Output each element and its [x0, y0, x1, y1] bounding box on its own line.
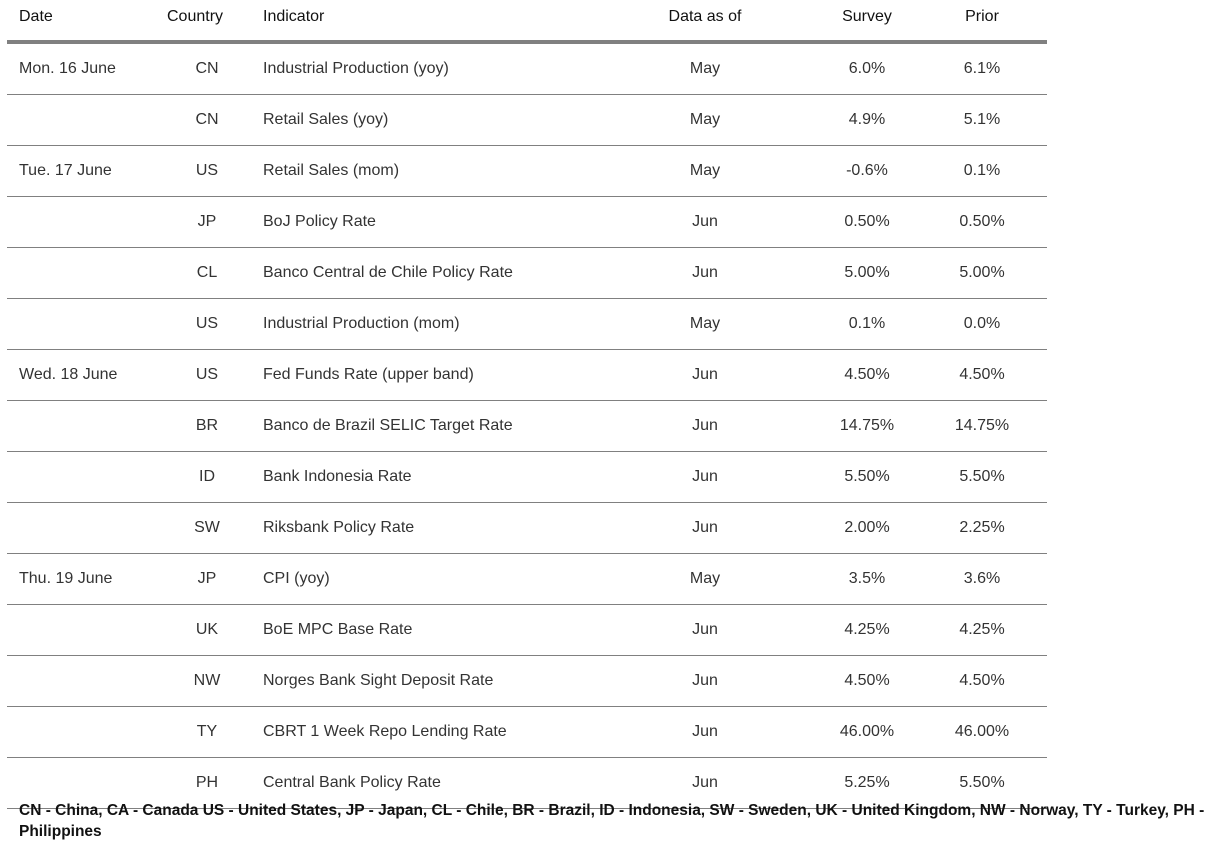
cell-survey: 4.50% — [844, 672, 890, 689]
cell-prior: 2.25% — [959, 519, 1005, 536]
table-body — [7, 44, 1047, 809]
cell-data-as-of: Jun — [692, 774, 718, 791]
cell-survey: 5.50% — [844, 468, 890, 485]
cell-indicator: Fed Funds Rate (upper band) — [263, 366, 474, 383]
cell-indicator: Banco Central de Chile Policy Rate — [263, 264, 513, 281]
economic-calendar-table — [7, 0, 1047, 809]
table-row — [7, 248, 1047, 299]
cell-date: Wed. 18 June — [19, 366, 118, 383]
cell-survey: 6.0% — [848, 60, 886, 77]
cell-survey: 0.50% — [844, 213, 890, 230]
cell-survey: 46.00% — [839, 723, 895, 740]
table-row — [7, 401, 1047, 452]
header-date: Date — [19, 8, 53, 25]
cell-survey: 4.25% — [844, 621, 890, 638]
cell-data-as-of: Jun — [692, 213, 718, 230]
cell-prior: 5.50% — [959, 774, 1005, 791]
cell-data-as-of: Jun — [692, 621, 718, 638]
header-country: Country — [167, 8, 224, 25]
cell-survey: 5.25% — [844, 774, 890, 791]
cell-prior: 4.50% — [959, 672, 1005, 689]
cell-date: Tue. 17 June — [19, 162, 112, 179]
cell-prior: 5.1% — [963, 111, 1001, 128]
header-data-as-of: Data as of — [668, 8, 742, 25]
header-prior: Prior — [965, 8, 999, 25]
cell-country: TY — [196, 723, 218, 740]
table-row — [7, 656, 1047, 707]
cell-country: SW — [194, 519, 220, 536]
table-header-row — [7, 0, 1047, 44]
cell-data-as-of: Jun — [692, 723, 718, 740]
cell-country: CN — [195, 60, 219, 77]
cell-data-as-of: May — [689, 60, 721, 77]
cell-survey: 14.75% — [839, 417, 895, 434]
cell-country: JP — [197, 570, 217, 587]
table-row — [7, 299, 1047, 350]
cell-survey: 0.1% — [848, 315, 886, 332]
cell-data-as-of: May — [689, 570, 721, 587]
cell-indicator: Central Bank Policy Rate — [263, 774, 441, 791]
cell-prior: 6.1% — [963, 60, 1001, 77]
cell-country: UK — [195, 621, 219, 638]
cell-indicator: Retail Sales (mom) — [263, 162, 400, 179]
cell-prior: 46.00% — [954, 723, 1010, 740]
cell-country: CL — [196, 264, 218, 281]
cell-data-as-of: May — [689, 111, 721, 128]
cell-prior: 0.1% — [963, 162, 1001, 179]
header-indicator: Indicator — [263, 8, 325, 25]
cell-indicator: Banco de Brazil SELIC Target Rate — [263, 417, 513, 434]
table-row — [7, 605, 1047, 656]
header-survey: Survey — [842, 8, 892, 25]
table-row — [7, 44, 1047, 95]
table-row — [7, 707, 1047, 758]
cell-survey: 5.00% — [844, 264, 890, 281]
table-row — [7, 146, 1047, 197]
cell-indicator: CBRT 1 Week Repo Lending Rate — [263, 723, 507, 740]
table-row — [7, 350, 1047, 401]
table-row — [7, 95, 1047, 146]
cell-country: US — [195, 315, 219, 332]
table-row — [7, 452, 1047, 503]
cell-data-as-of: Jun — [692, 672, 718, 689]
cell-country: CN — [195, 111, 219, 128]
cell-prior: 5.50% — [959, 468, 1005, 485]
table-row — [7, 554, 1047, 605]
cell-indicator: Norges Bank Sight Deposit Rate — [263, 672, 494, 689]
cell-indicator: Bank Indonesia Rate — [263, 468, 412, 485]
cell-country: US — [195, 162, 219, 179]
cell-survey: 2.00% — [844, 519, 890, 536]
cell-survey: -0.6% — [846, 162, 888, 179]
cell-survey: 3.5% — [848, 570, 886, 587]
cell-country: US — [195, 366, 219, 383]
country-code-footnote: CN - China, CA - Canada US - United States, JP - Japan, CL - Chile, BR - Brazil, ID - Indonesia, SW - Sweden, UK - United Kingdom, NW - Norway, TY - Turkey, PH - Philippines — [19, 802, 1205, 840]
cell-country: BR — [195, 417, 219, 434]
cell-data-as-of: Jun — [692, 468, 718, 485]
cell-date: Thu. 19 June — [19, 570, 113, 587]
cell-indicator: BoE MPC Base Rate — [263, 621, 413, 638]
cell-indicator: BoJ Policy Rate — [263, 213, 376, 230]
cell-indicator: Retail Sales (yoy) — [263, 111, 389, 128]
cell-prior: 4.50% — [959, 366, 1005, 383]
cell-data-as-of: May — [689, 162, 721, 179]
cell-prior: 3.6% — [963, 570, 1001, 587]
cell-data-as-of: May — [689, 315, 721, 332]
cell-indicator: CPI (yoy) — [263, 570, 330, 587]
cell-data-as-of: Jun — [692, 264, 718, 281]
cell-indicator: Riksbank Policy Rate — [263, 519, 415, 536]
cell-prior: 0.0% — [963, 315, 1001, 332]
cell-prior: 14.75% — [954, 417, 1010, 434]
cell-prior: 0.50% — [959, 213, 1005, 230]
table-row — [7, 503, 1047, 554]
cell-data-as-of: Jun — [692, 366, 718, 383]
cell-prior: 4.25% — [959, 621, 1005, 638]
cell-indicator: Industrial Production (mom) — [263, 315, 460, 332]
cell-survey: 4.50% — [844, 366, 890, 383]
cell-data-as-of: Jun — [692, 417, 718, 434]
cell-country: ID — [199, 468, 215, 485]
table-row — [7, 197, 1047, 248]
cell-date: Mon. 16 June — [19, 60, 116, 77]
cell-prior: 5.00% — [959, 264, 1005, 281]
cell-country: PH — [195, 774, 219, 791]
cell-country: NW — [193, 672, 221, 689]
cell-survey: 4.9% — [848, 111, 886, 128]
cell-indicator: Industrial Production (yoy) — [263, 60, 449, 77]
cell-data-as-of: Jun — [692, 519, 718, 536]
cell-country: JP — [197, 213, 217, 230]
